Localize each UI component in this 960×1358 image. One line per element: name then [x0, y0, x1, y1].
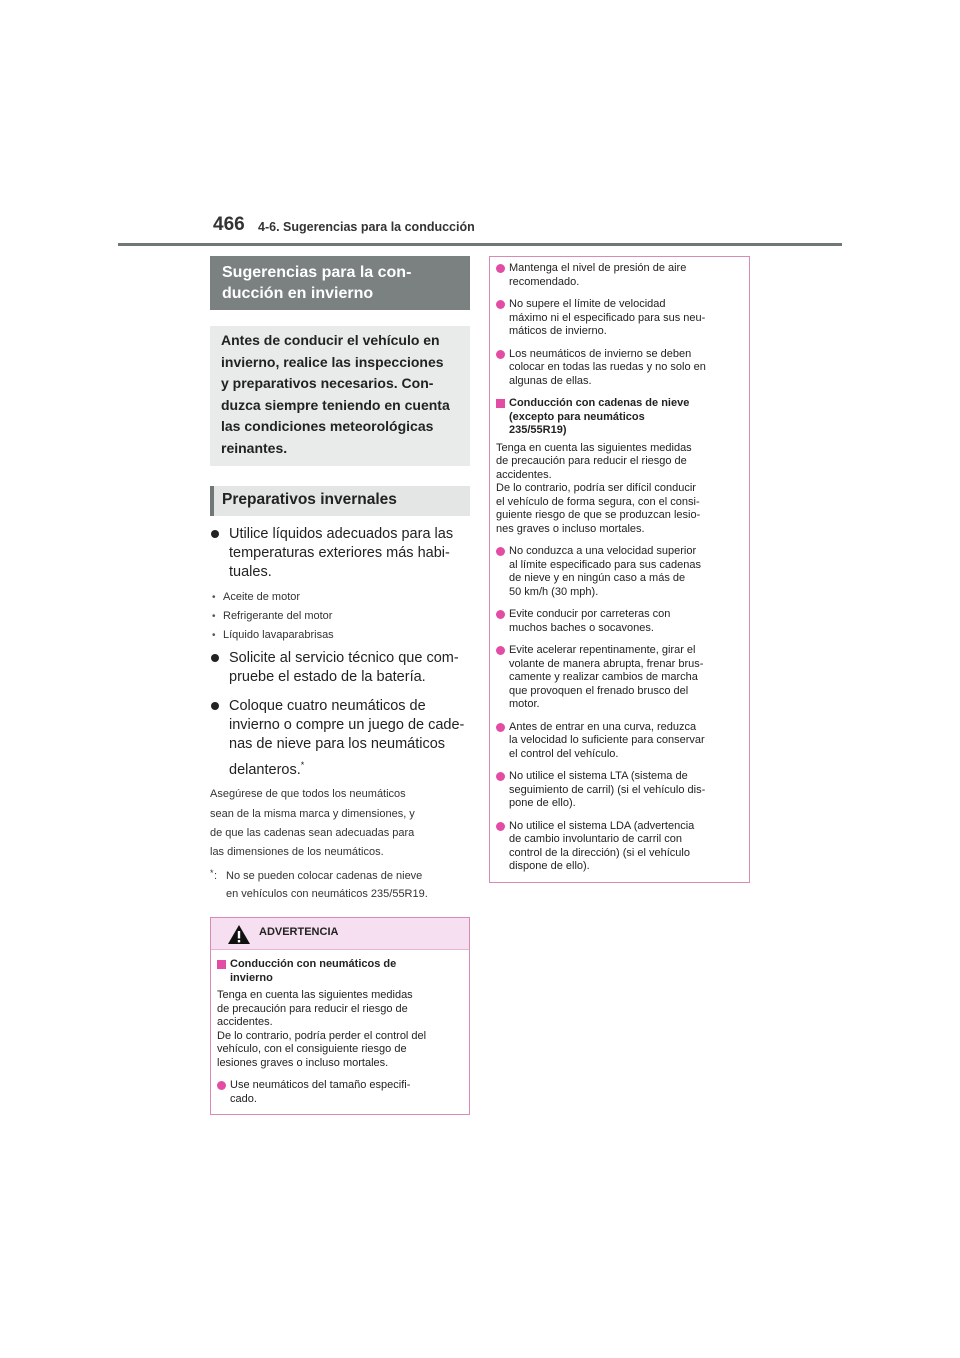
item-line: máticos de invierno. [509, 325, 607, 337]
note-line: sean de la misma marca y dimensiones, y [210, 807, 415, 820]
warning-item [496, 348, 738, 389]
item-line: máximo ni el especificado para sus neu- [509, 311, 706, 324]
warning-para-line: lesiones graves o incluso mortales. [217, 1056, 389, 1069]
item-line: No conduzca a una velocidad superior [509, 545, 697, 557]
warning-heading [217, 958, 458, 985]
intro-line: reinantes. [221, 439, 288, 456]
heading-line: Conducción con cadenas de nieve [509, 397, 690, 409]
para-line: accidentes. [496, 468, 552, 481]
pink-dot-icon [496, 547, 505, 556]
warning-para-line: Tenga en cuenta las siguientes medidas [217, 989, 413, 1002]
item-line: de nieve y en ningún caso a más de [509, 572, 686, 584]
warning-continued-box [489, 256, 750, 883]
item-line: No utilice el sistema LDA (advertencia [509, 819, 695, 832]
section-header: 4-6. Sugerencias para la conducción [258, 220, 475, 234]
warning-heading [496, 397, 738, 438]
bullet-dot-icon [211, 654, 219, 662]
warning-item-line: cado. [230, 1092, 257, 1105]
warning-triangle-icon [227, 924, 251, 945]
para-line: guiente riesgo de que se produzcan lesio- [496, 509, 701, 521]
item-line: No supere el límite de velocidad [509, 298, 666, 310]
warning-paragraph [217, 989, 458, 1070]
pink-dot-icon [496, 350, 505, 359]
bullet-line-text: delanteros. [229, 761, 301, 778]
intro-line: las condiciones meteorológicas [221, 418, 434, 435]
warning-item-line: Use neumáticos del tamaño especifi- [230, 1079, 411, 1092]
intro-line: invierno, realice las inspecciones [221, 353, 444, 370]
item-line: que provoquen el frenado brusco del [509, 684, 689, 697]
item-line: Evite conducir por carreteras con [509, 608, 671, 620]
item-line: volante de manera abrupta, frenar brus- [509, 657, 704, 670]
warning-header [211, 918, 469, 950]
bullet-item [210, 697, 470, 780]
item-line: pone de ello). [509, 797, 576, 809]
para-line: el vehículo de forma segura, con el consi- [496, 495, 700, 508]
sub-title: Preparativos invernales [210, 486, 470, 516]
note-paragraph [210, 785, 470, 862]
heading-line: 235/55R19) [509, 424, 567, 436]
pink-dot-icon [496, 264, 505, 273]
item-line: la velocidad lo suficiente para conservar [509, 734, 705, 746]
pink-dot-icon [496, 610, 505, 619]
item-line: colocar en todas las ruedas y no solo en [509, 361, 706, 373]
small-list-item: • Refrigerante del motor [210, 607, 470, 626]
warning-para-line: accidentes. [217, 1016, 273, 1029]
item-line: dispone de ello). [509, 860, 590, 872]
warning-item [217, 1079, 458, 1106]
warning-box [210, 917, 470, 1115]
bullet-line [229, 756, 470, 780]
pink-square-icon [496, 399, 505, 408]
bullet-dot-icon [211, 530, 219, 538]
item-line: seguimiento de carril) (si el vehículo dis- [509, 783, 706, 796]
bullet-line: Utilice líquidos adecuados para las [229, 525, 454, 542]
pink-dot-icon [496, 772, 505, 781]
intro-line: y preparativos necesarios. Con- [221, 375, 434, 392]
small-list [210, 588, 470, 645]
heading-line: (excepto para neumáticos [509, 410, 645, 423]
pink-dot-icon [496, 300, 505, 309]
warning-label: ADVERTENCIA [259, 926, 339, 939]
item-line: algunas de ellas. [509, 374, 592, 387]
intro-line: Antes de conducir el vehículo en [221, 332, 440, 348]
note-line: de que las cadenas sean adecuadas para [210, 826, 415, 839]
item-line: 50 km/h (30 mph). [509, 585, 599, 598]
warning-heading-line: Conducción con neumáticos de [230, 958, 397, 971]
pink-dot-icon [496, 646, 505, 655]
item-line: recomendado. [509, 275, 580, 288]
warning-body [211, 950, 469, 1114]
bullet-line: pruebe el estado de la batería. [229, 668, 426, 685]
main-title-line: Sugerencias para la con- [222, 264, 412, 281]
pink-dot-icon [496, 723, 505, 732]
item-line: camente y realizar cambios de marcha [509, 671, 698, 683]
footnote-asterisk: * [210, 868, 214, 879]
bullet-line: nas de nieve para los neumáticos [229, 735, 446, 752]
bullet-line: invierno o compre un juego de cade- [229, 716, 465, 733]
main-title-line: ducción en invierno [222, 285, 374, 302]
item-line: de cambio involuntario de carril con [509, 833, 683, 845]
footnote [210, 867, 470, 903]
warning-item [496, 608, 738, 635]
footnote-mark: * [300, 759, 305, 770]
para-line: Tenga en cuenta las siguientes medidas [496, 441, 692, 454]
main-title [210, 256, 470, 310]
pink-dot-icon [217, 1081, 226, 1090]
warning-item [496, 545, 738, 599]
warning-item [496, 770, 738, 811]
warning-item [496, 262, 738, 289]
bullet-item [210, 649, 470, 687]
bullet-dot-icon [211, 702, 219, 710]
bullet-line: Solicite al servicio técnico que com- [229, 649, 459, 666]
item-line: control de la dirección) (si el vehículo [509, 846, 690, 859]
bullet-item [210, 525, 470, 582]
warning-item [496, 644, 738, 712]
pink-square-icon [217, 960, 226, 969]
bullet-line: temperaturas exteriores más habi- [229, 544, 450, 561]
item-line: al límite especificado para sus cadenas [509, 558, 701, 571]
para-line: De lo contrario, podría ser difícil conducir [496, 482, 696, 494]
warning-heading-line: invierno [230, 971, 273, 984]
note-line: Asegúrese de que todos los neumáticos [210, 788, 406, 801]
pink-dot-icon [496, 822, 505, 831]
footnote-line: en vehículos con neumáticos 235/55R19. [226, 888, 428, 901]
para-line: de precaución para reducir el riesgo de [496, 455, 687, 467]
item-line: Antes de entrar en una curva, reduzca [509, 720, 697, 733]
warning-item [496, 820, 738, 874]
header-rule [118, 243, 842, 246]
item-line: No utilice el sistema LTA (sistema de [509, 770, 688, 782]
small-list-item: • Aceite de motor [210, 588, 470, 607]
warning-para-line: de precaución para reducir el riesgo de [217, 1002, 408, 1015]
footnote-line: No se pueden colocar cadenas de nieve [226, 870, 423, 883]
warning-para-line: vehículo, con el consiguiente riesgo de [217, 1043, 407, 1056]
item-line: Los neumáticos de invierno se deben [509, 347, 692, 360]
item-line: el control del vehículo. [509, 747, 619, 760]
item-line: Evite acelerar repentinamente, girar el [509, 644, 696, 656]
left-column [210, 256, 470, 1115]
bullet-line: Coloque cuatro neumáticos de [229, 697, 426, 714]
warning-para-line: De lo contrario, podría perder el control del [217, 1029, 427, 1042]
warning-paragraph [496, 442, 738, 537]
intro-box [210, 326, 470, 466]
item-line: Mantenga el nivel de presión de aire [509, 262, 687, 274]
bullet-line: tuales. [229, 563, 272, 580]
item-line: motor. [509, 698, 540, 710]
warning-item [496, 721, 738, 762]
right-column [489, 256, 750, 883]
note-line: las dimensiones de los neumáticos. [210, 846, 384, 858]
intro-line: duzca siempre teniendo en cuenta [221, 396, 450, 413]
para-line: nes graves o incluso mortales. [496, 522, 645, 535]
warning-item [496, 298, 738, 339]
footnote-colon: : [214, 870, 218, 883]
small-list-item: • Líquido lavaparabrisas [210, 626, 470, 645]
page-number: 466 [213, 214, 245, 235]
item-line: muchos baches o socavones. [509, 621, 654, 634]
